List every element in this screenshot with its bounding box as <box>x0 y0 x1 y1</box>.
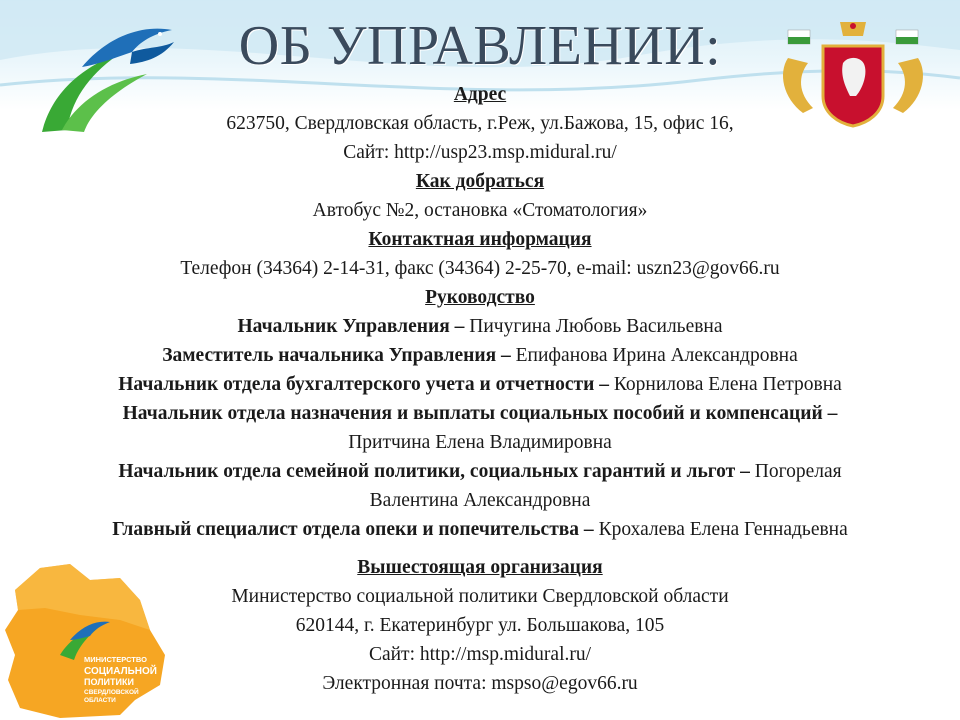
person-name: Погорелая <box>749 461 842 482</box>
person-name: Крохалева Елена Геннадьевна <box>593 519 848 540</box>
region-logo-line-4: СВЕРДЛОВСКОЙ <box>84 689 139 696</box>
contacts-line: Телефон (34364) 2-14-31, факс (34364) 2-25-70, e-mail: uszn23@gov66.ru <box>180 258 780 279</box>
main-content <box>0 80 960 544</box>
region-map-logo <box>0 560 175 720</box>
address-heading: Адрес <box>453 84 507 105</box>
person-role: Заместитель начальника Управления – <box>162 345 511 366</box>
contacts-heading: Контактная информация <box>368 229 592 250</box>
management-person <box>0 515 960 544</box>
management-heading: Руководство <box>425 287 535 308</box>
person-role: Начальник отдела назначения и выплаты социальных пособий и компенсаций – <box>122 403 838 424</box>
person-role: Начальник Управления – <box>237 316 465 337</box>
person-name-continued: Притчина Елена Владимировна <box>348 432 612 453</box>
person-name: Епифанова Ирина Александровна <box>510 345 798 366</box>
region-logo-line-1: МИНИСТЕРСТВО <box>84 655 147 664</box>
parent-org-site[interactable]: Сайт: http://msp.midural.ru/ <box>368 644 592 665</box>
management-person <box>0 341 960 370</box>
parent-org-heading: Вышестоящая организация <box>357 557 603 578</box>
management-person <box>0 457 960 486</box>
management-person <box>0 370 960 399</box>
parent-org-email[interactable]: Электронная почта: mspso@egov66.ru <box>322 673 638 694</box>
person-role: Начальник отдела семейной политики, социальных гарантий и льгот – <box>118 461 750 482</box>
page-title: ОБ УПРАВЛЕНИИ: <box>238 15 722 77</box>
person-role: Главный специалист отдела опеки и попечительства – <box>112 519 594 540</box>
parent-org-name: Министерство социальной политики Свердловской области <box>231 586 729 607</box>
parent-org-address: 620144, г. Екатеринбург ул. Большакова, 105 <box>295 615 665 636</box>
directions-heading: Как добраться <box>415 171 545 192</box>
address-site[interactable]: Сайт: http://usp23.msp.midural.ru/ <box>343 142 617 163</box>
directions-line: Автобус №2, остановка «Стоматология» <box>312 200 648 221</box>
management-person <box>0 399 960 428</box>
person-name-continued: Валентина Александровна <box>369 490 591 511</box>
address-line: 623750, Свердловская область, г.Реж, ул.Бажова, 15, офис 16, <box>226 113 734 134</box>
region-logo-line-3: ПОЛИТИКИ <box>84 677 134 687</box>
person-name: Пичугина Любовь Васильевна <box>464 316 723 337</box>
region-logo-line-2: СОЦИАЛЬНОЙ <box>84 666 157 677</box>
person-role: Начальник отдела бухгалтерского учета и отчетности – <box>118 374 609 395</box>
person-name: Корнилова Елена Петровна <box>609 374 842 395</box>
management-person <box>0 312 960 341</box>
region-logo-line-5: ОБЛАСТИ <box>84 697 116 704</box>
